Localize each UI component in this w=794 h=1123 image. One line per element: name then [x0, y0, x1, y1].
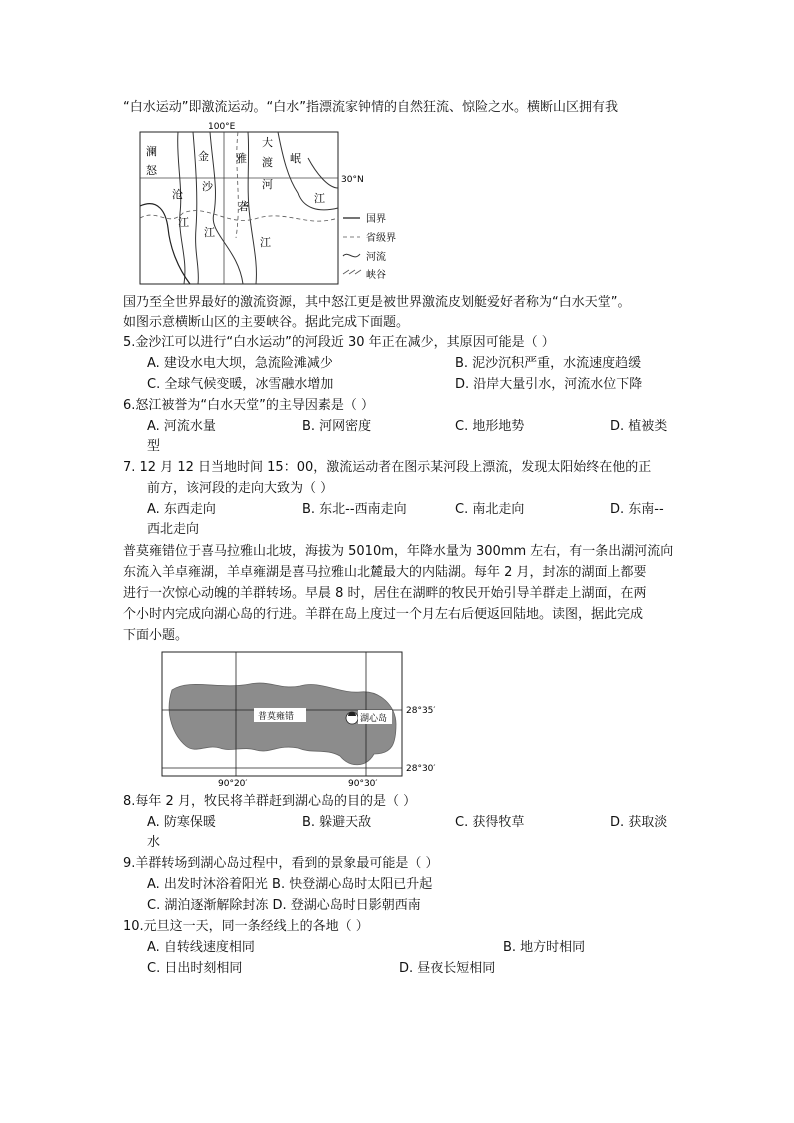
lon-label: 100°E: [208, 122, 236, 132]
q8-option-b[interactable]: B. 躲避天敌: [302, 815, 372, 830]
island-label: 湖心岛: [360, 714, 388, 724]
river-char: 江: [314, 192, 325, 205]
q7-option-c[interactable]: C. 南北走向: [455, 502, 525, 517]
q9-stem: 9.羊群转场到湖心岛过程中，看到的景象最可能是（ ）: [123, 856, 439, 871]
intro2-line-4: 个小时内完成向湖心岛的行进。羊群在岛上度过一个月左右后便返回陆地。读图，据此完成: [123, 607, 644, 622]
river-char: 大: [262, 136, 273, 149]
river-char: 雅: [236, 152, 247, 165]
lon-left-label: 90°20′: [218, 779, 248, 789]
river-char: 金: [198, 150, 209, 163]
q5-option-a[interactable]: A. 建设水电大坝，急流险滩减少: [147, 356, 333, 371]
lat-bottom-label: 28°30′: [406, 764, 436, 774]
river-char: 澜: [146, 145, 157, 158]
legend-item: 峡谷: [366, 270, 386, 281]
q8-option-c[interactable]: C. 获得牧草: [455, 815, 525, 830]
river-char: 江: [178, 216, 189, 229]
lat-label: 30°N: [341, 175, 364, 185]
q6-stem: 6.怒江被誉为“白水天堂”的主导因素是（ ）: [123, 398, 375, 413]
q5-stem: 5.金沙江可以进行“白水运动”的河段近 30 年正在减少，其原因可能是（ ）: [123, 335, 555, 350]
q5-option-b[interactable]: B. 泥沙沉积严重，水流速度趋缓: [455, 356, 642, 371]
legend-item: 河流: [366, 252, 386, 263]
intro-line-1: “白水运动”即激流运动。“白水”指漂流家钟情的自然狂流、惊险之水。横断山区拥有我: [123, 100, 618, 115]
q10-option-c[interactable]: C. 日出时刻相同: [147, 961, 243, 976]
q9-options-ab[interactable]: A. 出发时沐浴着阳光 B. 快登湖心岛时太阳已升起: [147, 877, 433, 892]
intro-line-2: 国乃至全世界最好的激流资源，其中怒江更是被世界激流皮划艇爱好者称为“白水天堂”。: [123, 295, 631, 310]
q7-stem-1: 7. 12 月 12 日当地时间 15：00，激流运动者在图示某河段上漂流，发现太阳始终在他的正: [123, 460, 652, 475]
river-char: 怒: [146, 164, 157, 177]
legend-river-symbol: [343, 254, 360, 257]
river-char: 砻: [238, 200, 249, 213]
q5-option-c[interactable]: C. 全球气候变暖，冰雪融水增加: [147, 377, 334, 392]
river-char: 岷: [290, 152, 301, 165]
legend-item: 省级界: [366, 233, 396, 244]
intro2-line-3: 进行一次惊心动魄的羊群转场。早晨 8 时，居住在湖畔的牧民开始引导羊群走上湖面，在两: [123, 586, 647, 601]
q9-options-cd[interactable]: C. 湖泊逐渐解除封冻 D. 登湖心岛时日影朝西南: [147, 898, 421, 913]
q6-option-a[interactable]: A. 河流水量: [147, 419, 216, 434]
q7-option-b[interactable]: B. 东北--西南走向: [302, 502, 407, 517]
q6-option-c[interactable]: C. 地形地势: [455, 419, 525, 434]
q7-option-d[interactable]: D. 东南--: [610, 502, 664, 517]
lake-label: 普莫雍错: [258, 712, 295, 722]
q5-option-d[interactable]: D. 沿岸大量引水，河流水位下降: [455, 377, 643, 392]
q10-option-a[interactable]: A. 自转线速度相同: [147, 940, 255, 955]
lat-top-label: 28°35′: [406, 706, 436, 716]
intro2-line-5: 下面小题。: [123, 628, 189, 643]
q10-stem: 10.元旦这一天，同一条经线上的各地（ ）: [123, 919, 369, 934]
q6-option-d-wrap: 型: [147, 439, 161, 454]
q10-option-b[interactable]: B. 地方时相同: [503, 940, 586, 955]
q10-option-d[interactable]: D. 昼夜长短相同: [399, 961, 496, 976]
legend-item: 国界: [366, 214, 386, 225]
q8-option-a[interactable]: A. 防寒保暖: [147, 815, 216, 830]
q6-option-b[interactable]: B. 河网密度: [302, 419, 372, 434]
river-char: 沧: [172, 188, 183, 201]
lon-right-label: 90°30′: [348, 779, 378, 789]
q7-stem-2: 前方，该河段的走向大致为（ ）: [147, 481, 334, 496]
river-char: 河: [262, 178, 273, 191]
river-char: 江: [260, 236, 271, 249]
river-char: 沙: [202, 180, 213, 193]
q7-option-d-wrap: 西北走向: [147, 522, 200, 537]
river-char: 江: [204, 226, 215, 239]
q8-option-d[interactable]: D. 获取淡: [610, 815, 668, 830]
q6-option-d[interactable]: D. 植被类: [610, 419, 668, 434]
river-char: 渡: [262, 156, 273, 169]
intro2-line-1: 普莫雍错位于喜马拉雅山北坡，海拔为 5010m，年降水量为 300mm 左右，有一条出湖河流向: [123, 544, 674, 559]
q8-option-d-wrap: 水: [147, 835, 161, 850]
intro-line-3: 如图示意横断山区的主要峡谷。据此完成下面题。: [123, 315, 410, 330]
q7-option-a[interactable]: A. 东西走向: [147, 502, 216, 517]
q8-stem: 8.每年 2 月，牧民将羊群赶到湖心岛的目的是（ ）: [123, 794, 417, 809]
puma-yumco-lake-map: [160, 650, 450, 790]
legend-gorge-symbol: [343, 270, 361, 274]
intro2-line-2: 东流入羊卓雍湖，羊卓雍湖是喜马拉雅山北麓最大的内陆湖。每年 2 月，封冻的湖面上都要: [123, 565, 647, 580]
hengduan-gorge-map: [138, 118, 408, 288]
